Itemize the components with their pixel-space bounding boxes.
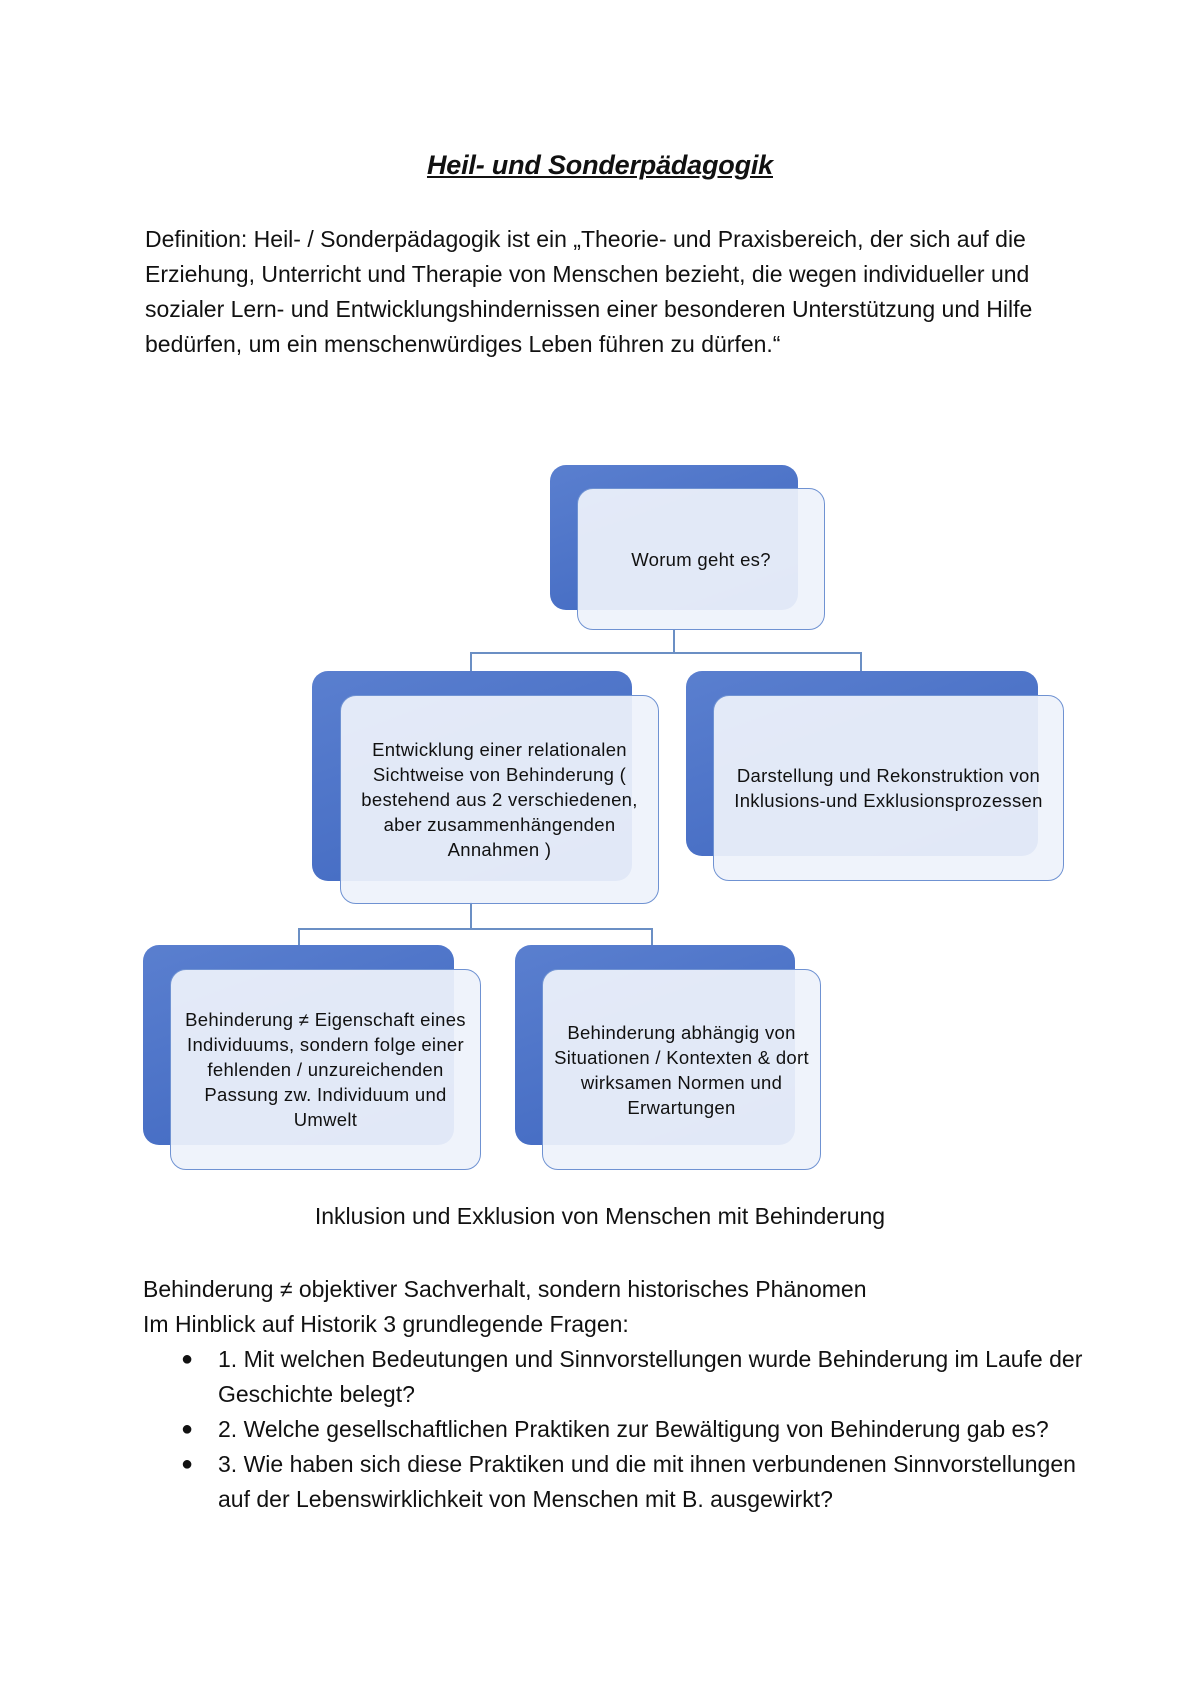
history-section <box>143 1272 1083 1517</box>
diagram-node-disability-property <box>143 945 481 1170</box>
bullet-icon: ● <box>181 1453 194 1475</box>
question-text: 2. Welche gesellschaftlichen Praktiken zur Bewältigung von Behinderung gab es? <box>218 1416 1049 1442</box>
question-list <box>143 1342 1083 1517</box>
diagram-caption: Inklusion und Exklusion von Menschen mit Behinderung <box>314 1203 886 1229</box>
diagram-node-root <box>550 465 825 630</box>
bullet-icon: ● <box>181 1348 194 1370</box>
history-statement: Behinderung ≠ objektiver Sachverhalt, sondern historisches Phänomen <box>143 1276 867 1302</box>
diagram-node-inclusion-processes <box>686 671 1064 881</box>
diagram-node-relational-view-label: Entwicklung einer relationalen Sichtweise von Behinderung ( bestehend aus 2 verschiedenen, aber zusammenhängenden Annahmen ) <box>340 695 659 904</box>
connector-level2-bar <box>298 928 653 930</box>
diagram-node-inclusion-processes-label: Darstellung und Rekonstruktion von Inklusions-und Exklusionsprozessen <box>713 695 1064 881</box>
connector-mid-stem <box>470 902 472 930</box>
list-item <box>143 1447 1083 1517</box>
history-intro: Im Hinblick auf Historik 3 grundlegende Fragen: <box>143 1311 629 1337</box>
question-text: 3. Wie haben sich diese Praktiken und die mit ihnen verbundenen Sinnvorstellungen auf der Lebenswirklichkeit von Menschen mit B. ausgewirkt? <box>218 1451 1076 1512</box>
hierarchy-diagram <box>0 455 1200 1175</box>
diagram-node-disability-context-label: Behinderung abhängig von Situationen / Kontexten & dort wirksamen Normen und Erwartungen <box>542 969 821 1170</box>
page-title: Heil- und Sonderpädagogik <box>426 150 773 180</box>
diagram-node-relational-view <box>312 671 659 904</box>
diagram-node-disability-context <box>515 945 821 1170</box>
definition-paragraph: Definition: Heil- / Sonderpädagogik ist ein „Theorie- und Praxisbereich, der sich auf die Erziehung, Unterricht und Therapie von Menschen bezieht, die wegen individueller und sozialer Lern- und Entwicklungshindernissen einer besonderen Unterstützung und Hilfe bedürfen, um ein menschenwürdiges Leben führen zu dürfen.“ <box>145 226 1033 357</box>
connector-level1-bar <box>470 652 862 654</box>
list-item <box>143 1342 1083 1412</box>
diagram-node-disability-property-label: Behinderung ≠ Eigenschaft eines Individuums, sondern folge einer fehlenden / unzureichenden Passung zw. Individuum und Umwelt <box>170 969 481 1170</box>
connector-root-stem <box>673 630 675 653</box>
list-item <box>143 1412 1083 1447</box>
bullet-icon: ● <box>181 1418 194 1440</box>
diagram-node-root-label: Worum geht es? <box>577 488 825 630</box>
question-text: 1. Mit welchen Bedeutungen und Sinnvorstellungen wurde Behinderung im Laufe der Geschichte belegt? <box>218 1346 1083 1407</box>
